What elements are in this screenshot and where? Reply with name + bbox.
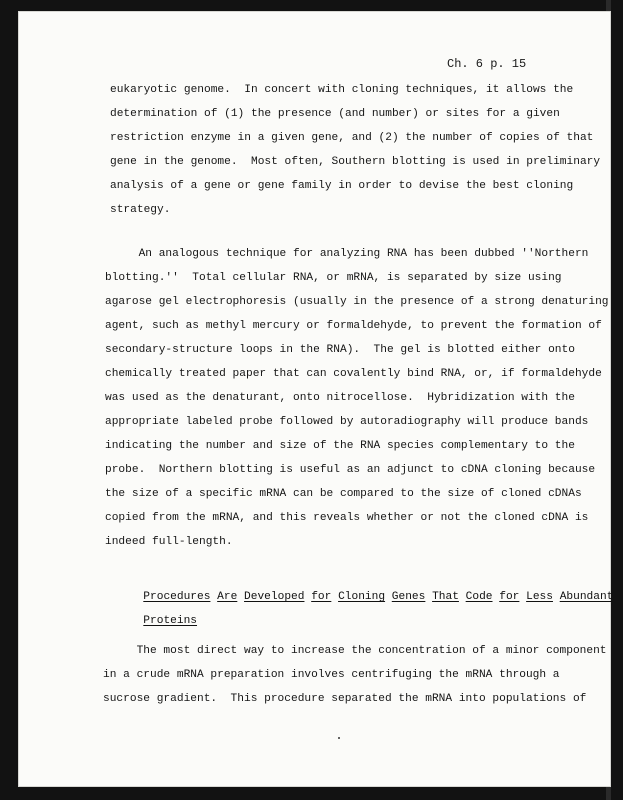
text-line: strategy. xyxy=(110,204,171,216)
text-line: gene in the genome. Most often, Southern blotting is used in preliminary xyxy=(110,156,601,168)
heading-word: Developed xyxy=(244,591,305,603)
text-line: The most direct way to increase the concentration of a minor component xyxy=(103,645,607,657)
page-number: Ch. 6 p. 15 xyxy=(447,57,527,71)
text-line: copied from the mRNA, and this reveals whether or not the cloned cDNA is xyxy=(105,512,589,524)
text-line: indicating the number and size of the RNA species complementary to the xyxy=(105,440,575,452)
text-line: agent, such as methyl mercury or formaldehyde, to prevent the formation of xyxy=(105,320,602,332)
heading-word: Code xyxy=(465,591,493,603)
heading-word: Procedures xyxy=(143,591,211,603)
text-line: was used as the denaturant, onto nitrocellose. Hybridization with the xyxy=(105,392,575,404)
text-line: indeed full-length. xyxy=(105,536,233,548)
text-line: An analogous technique for analyzing RNA has been dubbed ''Northern xyxy=(105,248,589,260)
heading-word: Abundant xyxy=(559,591,614,603)
heading-word: Proteins xyxy=(143,615,198,627)
heading-word: Less xyxy=(526,591,553,603)
heading-word: for xyxy=(499,591,520,603)
text-line: secondary-structure loops in the RNA). The gel is blotted either onto xyxy=(105,344,575,356)
heading-word: Cloning xyxy=(338,591,386,603)
text-line: blotting.'' Total cellular RNA, or mRNA, is separated by size using xyxy=(105,272,562,284)
document-page xyxy=(19,12,614,786)
text-line: determination of (1) the presence (and number) or sites for a given xyxy=(110,108,560,120)
text-line: probe. Northern blotting is useful as an adjunct to cDNA cloning because xyxy=(105,464,596,476)
text-line: agarose gel electrophoresis (usually in the presence of a strong denaturing xyxy=(105,296,609,308)
heading-line-2 xyxy=(103,600,197,642)
text-line: the size of a specific mRNA can be compared to the size of cloned cDNAs xyxy=(105,488,582,500)
text-line: chemically treated paper that can covalently bind RNA, or, if formaldehyde xyxy=(105,368,602,380)
text-line: appropriate labeled probe followed by autoradiography will produce bands xyxy=(105,416,589,428)
heading-word: Genes xyxy=(391,591,426,603)
heading-word: That xyxy=(432,591,459,603)
text-line: eukaryotic genome. In concert with cloning techniques, it allows the xyxy=(110,84,574,96)
heading-word: for xyxy=(311,591,332,603)
text-line: sucrose gradient. This procedure separated the mRNA into populations of xyxy=(103,693,587,705)
text-line: restriction enzyme in a given gene, and (2) the number of copies of that xyxy=(110,132,594,144)
text-line: in a crude mRNA preparation involves centrifuging the mRNA through a xyxy=(103,669,560,681)
stray-mark xyxy=(338,737,340,739)
text-line: analysis of a gene or gene family in order to devise the best cloning xyxy=(110,180,574,192)
heading-word: Are xyxy=(217,591,238,603)
